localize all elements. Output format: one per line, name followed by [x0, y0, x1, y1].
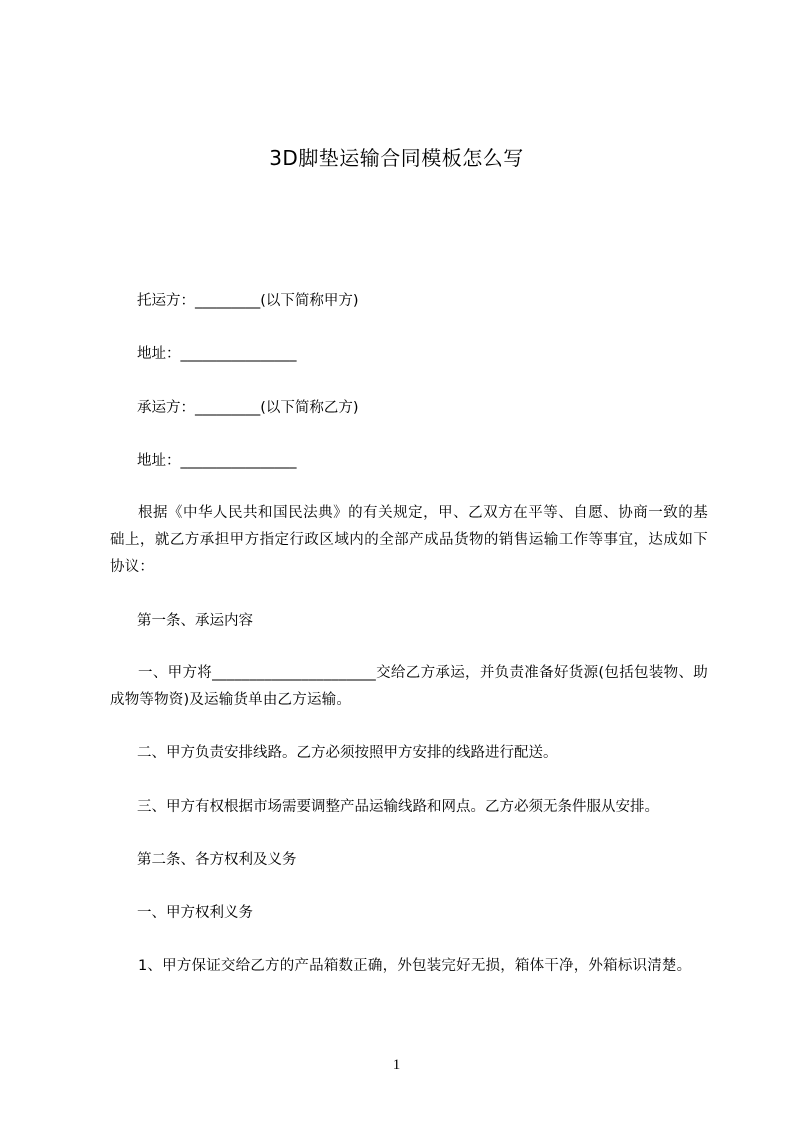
page-number: 1: [392, 1057, 401, 1073]
article1-heading: 第一条、承运内容: [137, 613, 253, 629]
article2-sub1-heading: 一、甲方权利义务: [137, 905, 253, 921]
article1-item3: 三、甲方有权根据市场需要调整产品运输线路和网点。乙方必须无条件服从安排。: [137, 799, 659, 815]
consignor-line: 托运方：_________(以下简称甲方): [137, 293, 359, 309]
article1-item1: 一、甲方将______________________交给乙方承运，并负责准备好货源(包括包装物、助成物等物资)及运输货单由乙方运输。: [110, 665, 708, 708]
article2-sub1-item1: 1、甲方保证交给乙方的产品箱数正确，外包装完好无损，箱体干净，外箱标识清楚。: [138, 958, 692, 974]
consignor-address-line: 地址：________________: [137, 346, 297, 362]
carrier-line: 承运方：_________(以下简称乙方): [137, 400, 359, 416]
document-title: 3D脚垫运输合同模板怎么写: [269, 146, 524, 170]
preamble-paragraph: 根据《中华人民共和国民法典》的有关规定，甲、乙双方在平等、自愿、协商一致的基础上，就乙方承担甲方指定行政区域内的全部产成品货物的销售运输工作等事宜，达成如下协议：: [110, 505, 708, 575]
article2-heading: 第二条、各方权利及义务: [137, 852, 297, 868]
carrier-address-line: 地址：________________: [137, 453, 297, 469]
article1-item2: 二、甲方负责安排线路。乙方必须按照甲方安排的线路进行配送。: [137, 745, 558, 761]
